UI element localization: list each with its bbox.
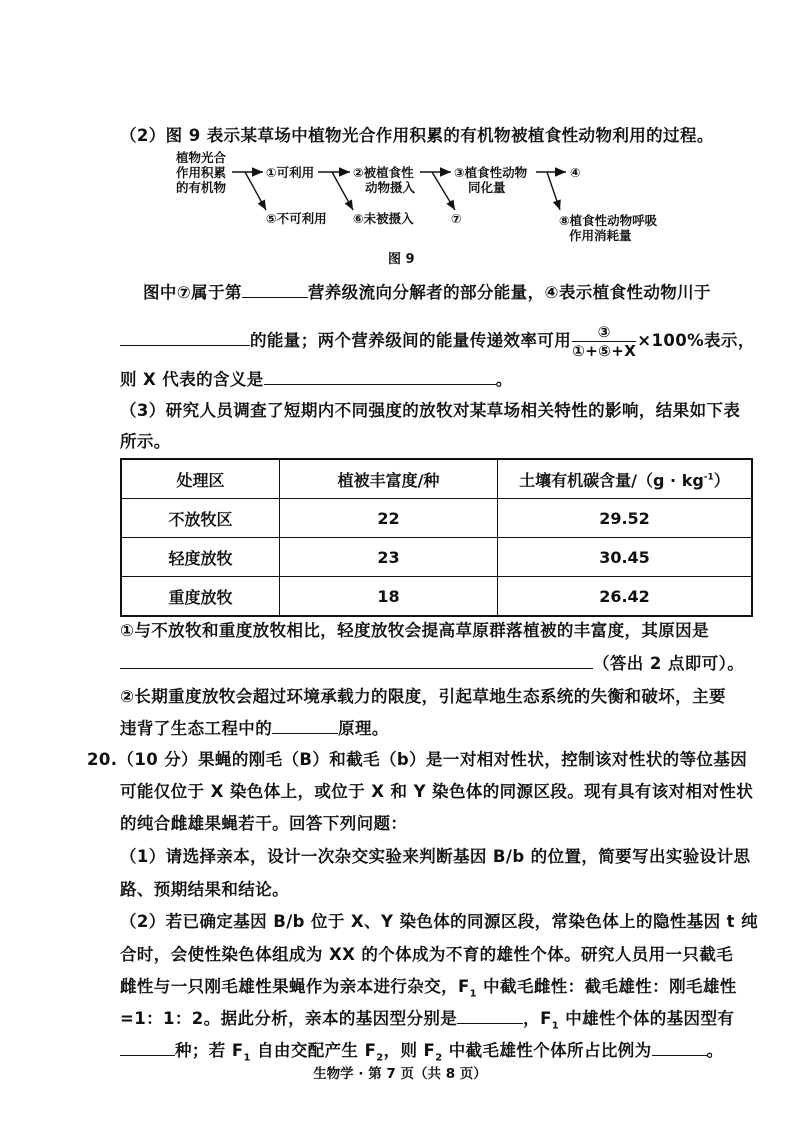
q20-part2-line1: （2）若已确定基因 B/b 位于 X、Y 染色体的同源区段，常染色体上的隐性基因 t 纯 xyxy=(120,912,759,931)
text-segment: =1：1：2。据此分析，亲本的基因型分别是 xyxy=(120,1009,458,1028)
q20-part2-line2: 合时，会使性染色体组成为 XX 的个体成为不育的雄性个体。研究人员用一只截毛 xyxy=(120,945,734,964)
cell-richness: 22 xyxy=(280,499,498,538)
text-segment: （答出 2 点即可）。 xyxy=(593,654,745,673)
table-header-row xyxy=(121,459,752,499)
text-segment: 的能量；两个营养级间的能量传递效率可用 xyxy=(250,331,572,350)
cell-soil-carbon: 26.42 xyxy=(498,577,753,617)
table-row xyxy=(121,577,752,617)
subscript: 1 xyxy=(243,1052,251,1064)
node-4: ④ xyxy=(570,165,581,180)
subscript: 1 xyxy=(551,1020,560,1032)
q20-part2-line5 xyxy=(120,1037,723,1063)
text-segment: 违背了生态工程中的 xyxy=(120,719,273,738)
subscript: 2 xyxy=(435,1052,443,1064)
cell-richness: 18 xyxy=(280,577,498,617)
node-source-line: 植物光合 xyxy=(176,150,227,165)
part3-intro-line2: 所示。 xyxy=(120,432,171,451)
part3-sub2-line2 xyxy=(120,715,389,739)
header-text: ） xyxy=(713,470,730,490)
text-segment: ，则 F xyxy=(383,1041,436,1060)
cell-soil-carbon: 30.45 xyxy=(498,538,753,577)
part3-sub1-line2 xyxy=(120,650,744,674)
text-segment: 原理。 xyxy=(338,719,389,738)
node-3-line: 同化量 xyxy=(468,180,506,195)
cell-treatment: 不放牧区 xyxy=(121,499,280,538)
part2-question-line1 xyxy=(143,279,711,303)
grazing-results-table xyxy=(120,458,753,617)
arrow-1-to-6 xyxy=(332,172,353,210)
cell-treatment: 重度放牧 xyxy=(121,577,280,617)
text-segment: 自由交配产生 F xyxy=(250,1041,377,1060)
node-2-line: ②被植食性 xyxy=(353,165,414,180)
table-row xyxy=(121,499,752,538)
text-segment: 则 X 代表的含义是 xyxy=(120,370,264,389)
text-segment: 中截毛雌性：截毛雄性：刚毛雄性 xyxy=(477,977,737,996)
arrow-3-to-8 xyxy=(547,172,560,210)
subscript: 2 xyxy=(376,1052,384,1064)
text-segment: 。 xyxy=(706,1041,724,1060)
node-1-available: ①可利用 xyxy=(266,165,315,180)
node-6-not-ingested: ⑥未被摄入 xyxy=(353,211,414,226)
q20-part1-line2: 路、预期结果和结论。 xyxy=(120,880,289,899)
text-segment: 中雄性个体的基因型有 xyxy=(559,1009,735,1028)
part2-intro: （2）图 9 表示某草场中植物光合作用积累的有机物被植食性动物利用的过程。 xyxy=(120,126,714,145)
header-soil-carbon xyxy=(498,459,753,499)
cell-richness: 23 xyxy=(280,538,498,577)
node-3-line: ③植食性动物 xyxy=(454,165,528,180)
efficiency-fraction xyxy=(572,323,636,360)
header-treatment: 处理区 xyxy=(121,459,280,499)
answer-blank[interactable] xyxy=(120,652,593,669)
q20-part1-line1: （1）请选择亲本，设计一次杂交实验来判断基因 B/b 的位置，简要写出实验设计思 xyxy=(120,847,751,866)
cell-treatment: 轻度放牧 xyxy=(121,538,280,577)
answer-blank[interactable] xyxy=(120,329,250,346)
node-8-line: ⑧植食性动物呼吸 xyxy=(559,213,658,228)
node-2-line: 动物摄入 xyxy=(365,180,416,195)
q20-part2-line3 xyxy=(120,973,737,999)
figure-caption: 图 9 xyxy=(388,252,415,267)
q20-line3: 的纯合雌雄果蝇若干。回答下列问题： xyxy=(120,814,408,833)
text-segment: ×100%表示， xyxy=(637,331,755,350)
node-8-respiration xyxy=(559,213,657,243)
node-3-assimilated xyxy=(454,165,527,195)
text-segment: 中截毛雄性个体所占比例为 xyxy=(442,1041,652,1060)
q20-part2-line4 xyxy=(120,1005,734,1031)
arrow-source-to-5 xyxy=(245,172,266,210)
text-segment: 。 xyxy=(495,370,513,389)
q20-line1: 20.（10 分）果蝇的刚毛（B）和截毛（b）是一对相对性状，控制该对性状的等位基因 xyxy=(87,750,748,769)
fraction-numerator: ③ xyxy=(572,323,636,342)
answer-blank[interactable] xyxy=(242,281,308,298)
arrow-2-to-7 xyxy=(432,172,455,210)
answer-blank[interactable] xyxy=(120,1039,175,1056)
answer-blank[interactable] xyxy=(652,1039,707,1056)
answer-blank[interactable] xyxy=(457,1007,523,1024)
text-segment: 种；若 F xyxy=(175,1041,244,1060)
q20-line2: 可能仅位于 X 染色体上，或位于 X 和 Y 染色体的同源区段。现有具有该对相对性状 xyxy=(120,782,754,801)
answer-blank[interactable] xyxy=(272,717,338,734)
part3-sub2-line1: ②长期重度放牧会超过环境承载力的限度，引起草地生态系统的失衡和破坏，主要 xyxy=(120,687,726,706)
header-richness: 植被丰富度/种 xyxy=(280,459,498,499)
node-source-line: 作用积累 xyxy=(176,165,227,180)
answer-blank[interactable] xyxy=(264,368,496,385)
node-5-unavailable: ⑤不可利用 xyxy=(266,211,327,226)
text-segment: 营养级流向分解者的部分能量，④表示植食性动物川于 xyxy=(307,283,711,302)
text-segment: 雌性与一只刚毛雄性果蝇作为亲本进行杂交，F xyxy=(120,977,470,996)
node-2-ingested xyxy=(353,165,415,195)
part3-intro-line1: （3）研究人员调查了短期内不同强度的放牧对某草场相关特性的影响，结果如下表 xyxy=(120,401,741,420)
cell-soil-carbon: 29.52 xyxy=(498,499,753,538)
header-text: 土壤有机碳含量/（g · kg xyxy=(519,470,704,490)
node-8-line: 作用消耗量 xyxy=(569,228,632,243)
header-superscript: -1 xyxy=(703,472,714,483)
fraction-denominator: ①+⑤+X xyxy=(572,342,637,360)
page-footer: 生物学 · 第 7 页（共 8 页） xyxy=(313,1066,487,1082)
part2-question-line3 xyxy=(120,366,513,390)
part3-sub1-line1: ①与不放牧和重度放牧相比，轻度放牧会提高草原群落植被的丰富度，其原因是 xyxy=(120,621,709,640)
table-row xyxy=(121,538,752,577)
part2-question-line2 xyxy=(120,323,755,360)
node-source xyxy=(176,150,226,195)
node-7: ⑦ xyxy=(451,211,462,226)
text-segment: ，F xyxy=(523,1009,552,1028)
node-source-line: 的有机物 xyxy=(176,180,227,195)
subscript: 1 xyxy=(469,988,478,1000)
text-segment: 图中⑦属于第 xyxy=(143,283,242,302)
